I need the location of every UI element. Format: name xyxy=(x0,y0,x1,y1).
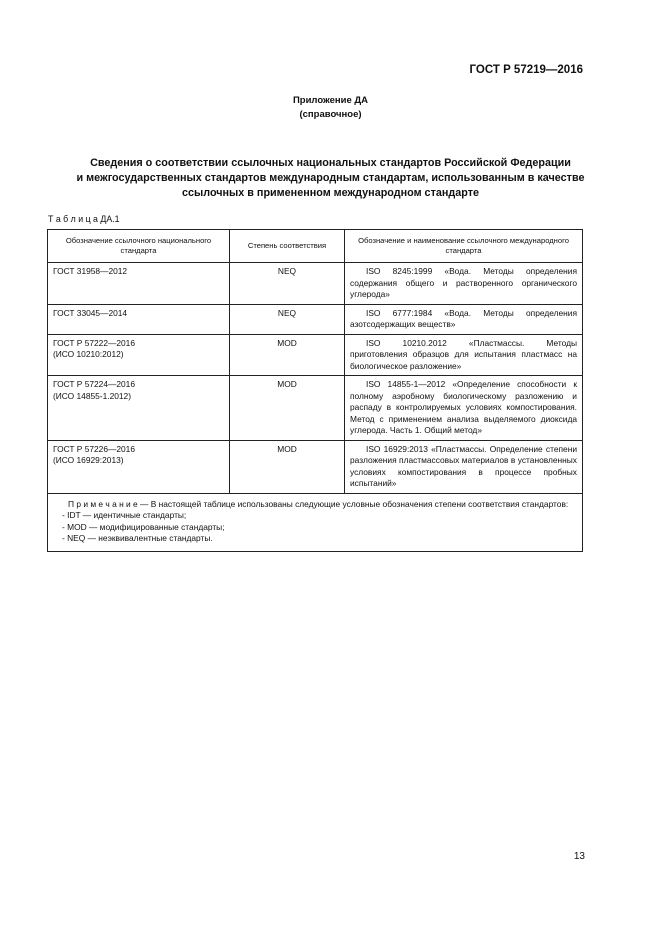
table-note xyxy=(48,493,583,551)
national-iso-equivalent: (ИСО 14855-1.2012) xyxy=(53,390,131,401)
page-number: 13 xyxy=(573,851,585,862)
appendix-title: Приложение ДА xyxy=(292,95,369,106)
national-standard-cell xyxy=(48,263,230,305)
international-standard-cell xyxy=(345,376,583,441)
table-header-row xyxy=(48,230,583,263)
international-standard-cell xyxy=(345,263,583,305)
national-code: ГОСТ Р 57222—2016 xyxy=(53,337,135,348)
note-text: П р и м е ч а н и е — В настоящей таблице использованы следующие условные обозначения степени соответствия стандартов: xyxy=(68,498,569,509)
national-standard-cell xyxy=(48,440,230,493)
national-code: ГОСТ Р 57226—2016 xyxy=(53,443,135,454)
table-label: Т а б л и ц а ДА.1 xyxy=(48,214,120,224)
degree-cell: NEQ xyxy=(230,263,345,305)
table-note-row xyxy=(48,493,583,551)
note-item-mod: - MOD — модифицированные стандарты; xyxy=(62,521,225,532)
document-title xyxy=(40,156,621,201)
document-code: ГОСТ Р 57219—2016 xyxy=(469,64,583,76)
national-standard-cell xyxy=(48,376,230,441)
international-text: ISO 8245:1999 «Вода. Методы определения содержания общего и растворенного органического углерода» xyxy=(350,266,577,299)
national-iso-equivalent: (ИСО 10210:2012) xyxy=(53,349,124,359)
table-row xyxy=(48,304,583,334)
international-text: ISO 14855-1—2012 «Определение способности к полному аэробному биологическому разложению и распаду в контролируемых условиях компостирования. Метод с применением анализа выделяемого диоксида углерода. Часть 1. Общий метод» xyxy=(350,379,577,435)
national-standard-cell xyxy=(48,334,230,376)
degree-cell: MOD xyxy=(230,440,345,493)
title-line-3: ссылочных в примененном международном стандарте xyxy=(182,187,479,199)
international-text: ISO 10210.2012 «Пластмассы. Методы приготовления образцов для испытания пластмасс на биологическое разложение» xyxy=(350,337,577,371)
degree-cell: MOD xyxy=(230,334,345,376)
international-standard-cell xyxy=(345,440,583,493)
header-national-standard: Обозначение ссылочного национального стандарта xyxy=(48,230,230,263)
table-row xyxy=(48,440,583,493)
international-text: ISO 6777:1984 «Вода. Методы определения азотсодержащих веществ» xyxy=(350,307,577,329)
national-iso-equivalent: (ИСО 16929:2013) xyxy=(53,455,124,465)
header-international-standard: Обозначение и наименование ссылочного международного стандарта xyxy=(345,230,583,263)
national-code: ГОСТ 33045—2014 xyxy=(53,307,128,318)
note-list xyxy=(54,510,576,545)
correspondence-table xyxy=(47,229,583,552)
note-item-idt: - IDT — идентичные стандарты; xyxy=(62,510,187,520)
international-standard-cell xyxy=(345,304,583,334)
header-degree: Степень соответствия xyxy=(230,230,345,263)
national-code: ГОСТ Р 57224—2016 xyxy=(53,379,135,389)
national-standard-cell xyxy=(48,304,230,334)
note-item-neq: - NEQ — неэквивалентные стандарты. xyxy=(62,533,213,543)
title-line-2: и межгосударственных стандартов международным стандартам, использованным в качестве xyxy=(76,172,585,184)
degree-cell: NEQ xyxy=(230,304,345,334)
table-row xyxy=(48,334,583,376)
degree-cell: MOD xyxy=(230,376,345,441)
title-line-1: Сведения о соответствии ссылочных национальных стандартов Российской Федерации xyxy=(90,157,571,169)
international-text: ISO 16929:2013 «Пластмассы. Определение степени разложения пластмассовых материалов в установленных условиях компостирования в процессе пробных испытаний» xyxy=(350,443,577,488)
international-standard-cell xyxy=(345,334,583,376)
table-row xyxy=(48,376,583,441)
appendix-heading xyxy=(0,94,661,122)
appendix-subtitle: (справочное) xyxy=(299,109,362,120)
national-code: ГОСТ 31958—2012 xyxy=(53,266,128,276)
table-row xyxy=(48,263,583,305)
